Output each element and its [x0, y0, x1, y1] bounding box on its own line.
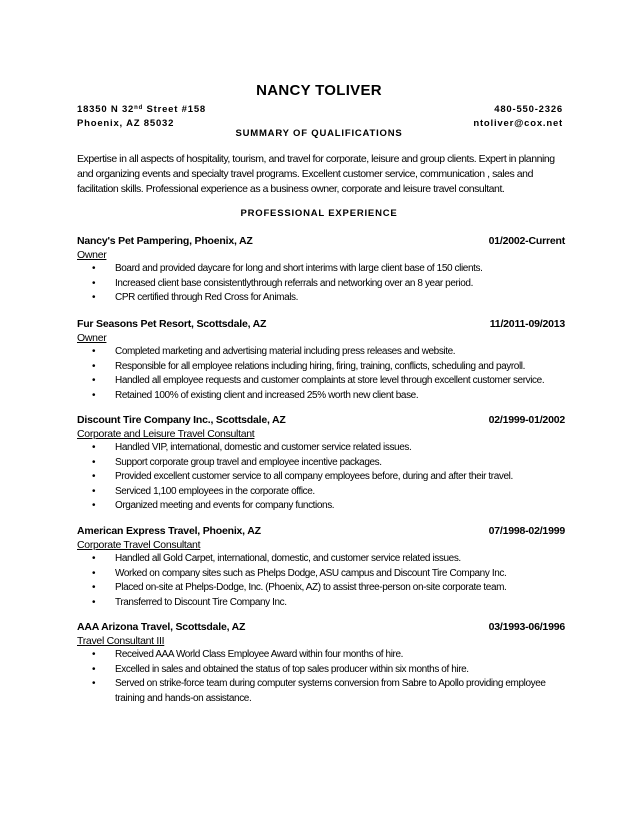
- job-entry: [77, 317, 565, 403]
- summary-heading: SUMMARY OF QUALIFICATIONS: [235, 128, 403, 139]
- bullet-line: training and hands-on assistance.: [115, 692, 252, 704]
- job-entry: [77, 413, 565, 514]
- job-header: [77, 524, 565, 538]
- job-header: [77, 413, 565, 427]
- job-header: [77, 620, 565, 634]
- ordinal-suffix: nd: [134, 105, 144, 111]
- job-entry: [77, 234, 565, 306]
- bullet-item: • Worked on company sites such as Phelps Dodge, ASU campus and Discount Tire Company Inc.: [77, 567, 565, 582]
- bullet-item: • Received AAA World Class Employee Award within four months of hire.: [77, 648, 565, 663]
- job-role: Travel Consultant III: [77, 635, 165, 647]
- bullet-line: • Served on strike-force team during computer systems conversion from Sabre to Apollo providing employee: [115, 678, 546, 690]
- city-state-zip: Phoenix, AZ 85032: [77, 118, 175, 129]
- email-address[interactable]: ntoliver@cox.net: [473, 118, 563, 129]
- job-role: Owner: [77, 249, 107, 261]
- bullet-item: • Support corporate group travel and employee incentive packages.: [77, 456, 565, 471]
- street-address: [77, 104, 206, 115]
- bullet-item: • Placed on-site at Phelps-Dodge, Inc. (Phoenix, AZ) to assist three-person on-site corporate team.: [77, 581, 565, 596]
- summary-paragraph: [77, 152, 567, 196]
- company-name: AAA Arizona Travel, Scottsdale, AZ: [77, 621, 246, 633]
- job-entry: [77, 524, 565, 610]
- street-name: Street #158: [143, 104, 207, 115]
- job-bullets: [77, 441, 565, 514]
- job-bullets: [77, 648, 565, 706]
- company-name: Discount Tire Company Inc., Scottsdale, AZ: [77, 414, 286, 426]
- bullet-item: • Organized meeting and events for company functions.: [77, 499, 565, 514]
- bullet-item: • Handled all Gold Carpet, international, domestic, and customer service related issues.: [77, 552, 565, 567]
- phone-number: 480-550-2326: [494, 104, 563, 115]
- job-dates: 07/1998-02/1999: [488, 525, 565, 537]
- job-entry: [77, 620, 565, 706]
- bullet-item: • Responsible for all employee relations including hiring, firing, training, conflicts, scheduling and payroll.: [77, 360, 565, 375]
- bullet-item: • CPR certified through Red Cross for Animals.: [77, 291, 565, 306]
- experience-heading: PROFESSIONAL EXPERIENCE: [240, 208, 398, 219]
- job-header: [77, 234, 565, 248]
- job-bullets: [77, 262, 565, 306]
- bullet-item: • Board and provided daycare for long and short interims with large client base of 150 clients.: [77, 262, 565, 277]
- bullet-item: • Transferred to Discount Tire Company Inc.: [77, 596, 565, 611]
- summary-line: and organizing events and specialty travel programs. Excellent customer service, communication , sales and: [77, 167, 533, 180]
- bullet-item: • Provided excellent customer service to all company employees before, during and after their travel.: [77, 470, 565, 485]
- contact-row-1: [77, 104, 563, 115]
- job-role: Corporate Travel Consultant: [77, 539, 201, 551]
- street-number: 18350 N 32: [77, 104, 135, 115]
- bullet-item: • Excelled in sales and obtained the status of top sales producer within six months of hire.: [77, 663, 565, 678]
- bullet-item: • Retained 100% of existing client and increased 25% worth new client base.: [77, 389, 565, 404]
- bullet-item: • Increased client base consistentlythrough referrals and networking over an 8 year period.: [77, 277, 565, 292]
- job-dates: 01/2002-Current: [488, 235, 565, 247]
- job-bullets: [77, 552, 565, 610]
- bullet-item: • Serviced 1,100 employees in the corporate office.: [77, 485, 565, 500]
- job-role: Owner: [77, 332, 107, 344]
- bullet-item: • Handled all employee requests and customer complaints at store level through excellent customer service.: [77, 374, 565, 389]
- job-dates: 02/1999-01/2002: [488, 414, 565, 426]
- summary-line: Expertise in all aspects of hospitality, tourism, and travel for corporate, leisure and group clients. Expert in planning: [77, 153, 555, 165]
- job-dates: 03/1993-06/1996: [488, 621, 565, 633]
- company-name: Nancy's Pet Pampering, Phoenix, AZ: [77, 235, 253, 247]
- company-name: Fur Seasons Pet Resort, Scottsdale, AZ: [77, 318, 267, 330]
- bullet-item: • Completed marketing and advertising material including press releases and website.: [77, 345, 565, 360]
- company-name: American Express Travel, Phoenix, AZ: [77, 525, 261, 537]
- candidate-name: NANCY TOLIVER: [256, 82, 382, 99]
- bullet-item: • Handled VIP, international, domestic and customer service related issues.: [77, 441, 565, 456]
- job-role: Corporate and Leisure Travel Consultant: [77, 428, 255, 440]
- bullet-item: [77, 677, 565, 706]
- job-dates: 11/2011-09/2013: [489, 318, 565, 330]
- summary-line: facilitation skills. Professional experience as a business owner, corporate and leisure travel consultant.: [77, 182, 505, 195]
- job-header: [77, 317, 565, 331]
- job-bullets: [77, 345, 565, 403]
